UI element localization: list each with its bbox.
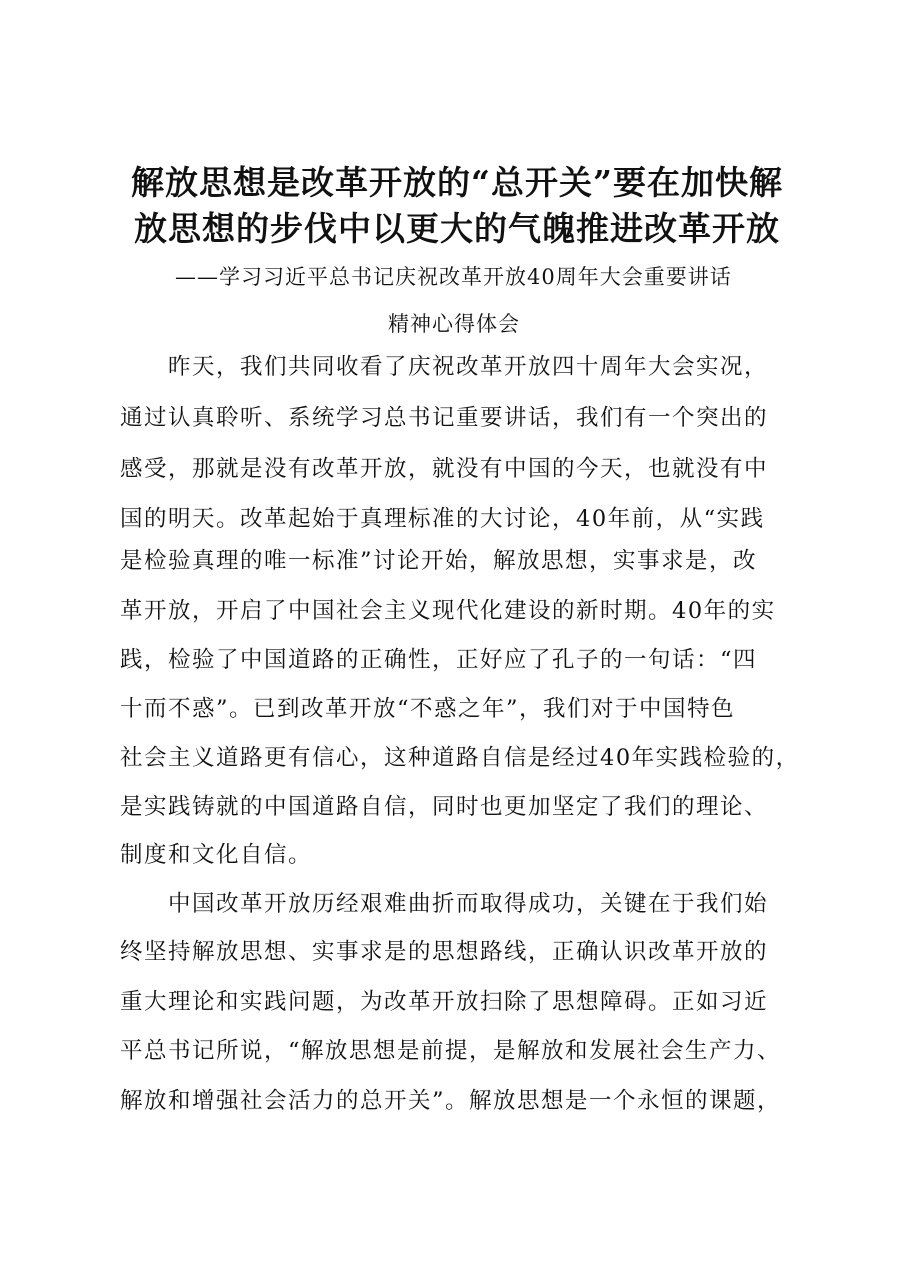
body-line: 践，检验了中国道路的正确性，正好应了孔子的一句话：“四 bbox=[120, 647, 758, 673]
document-subtitle-line-2: 精神心得体会 bbox=[388, 312, 520, 336]
body-line: 通过认真聆听、系统学习总书记重要讲话，我们有一个突出的 bbox=[120, 405, 769, 431]
document-subtitle-line-1: ——学习习近平总书记庆祝改革开放40周年大会重要讲话 bbox=[175, 265, 732, 289]
body-line: 感受，那就是没有改革开放，就没有中国的今天，也就没有中 bbox=[120, 456, 769, 482]
document-title-line-2: 放思想的步伐中以更大的气魄推进改革开放 bbox=[134, 209, 780, 248]
document-title-line-1: 解放思想是改革开放的“总开关”要在加快解 bbox=[131, 163, 783, 202]
body-line: 昨天，我们共同收看了庆祝改革开放四十周年大会实况， bbox=[168, 354, 769, 380]
body-line: 社会主义道路更有信心，这种道路自信是经过40年实践检验的， bbox=[120, 745, 800, 771]
body-line: 重大理论和实践问题，为改革开放扫除了思想障碍。正如习近 bbox=[120, 989, 769, 1015]
body-line: 十而不惑”。已到改革开放“不惑之年”，我们对于中国特色 bbox=[120, 696, 736, 722]
body-line: 是实践铸就的中国道路自信，同时也更加坚定了我们的理论、 bbox=[120, 794, 769, 820]
body-line: 制度和文化自信。 bbox=[120, 842, 313, 868]
body-line: 革开放，开启了中国社会主义现代化建设的新时期。40年的实 bbox=[120, 598, 776, 624]
body-line: 解放和增强社会活力的总开关”。解放思想是一个永恒的课题， bbox=[120, 1088, 782, 1114]
body-line: 中国改革开放历经艰难曲折而取得成功，关键在于我们始 bbox=[168, 891, 769, 917]
body-line: 是检验真理的唯一标准”讨论开始，解放思想，实事求是，改 bbox=[120, 548, 758, 574]
body-line: 终坚持解放思想、实事求是的思想路线，正确认识改革开放的 bbox=[120, 939, 769, 965]
body-line: 国的明天。改革起始于真理标准的大讨论，40年前，从“实践 bbox=[120, 506, 765, 532]
body-line: 平总书记所说，“解放思想是前提，是解放和发展社会生产力、 bbox=[120, 1038, 782, 1064]
